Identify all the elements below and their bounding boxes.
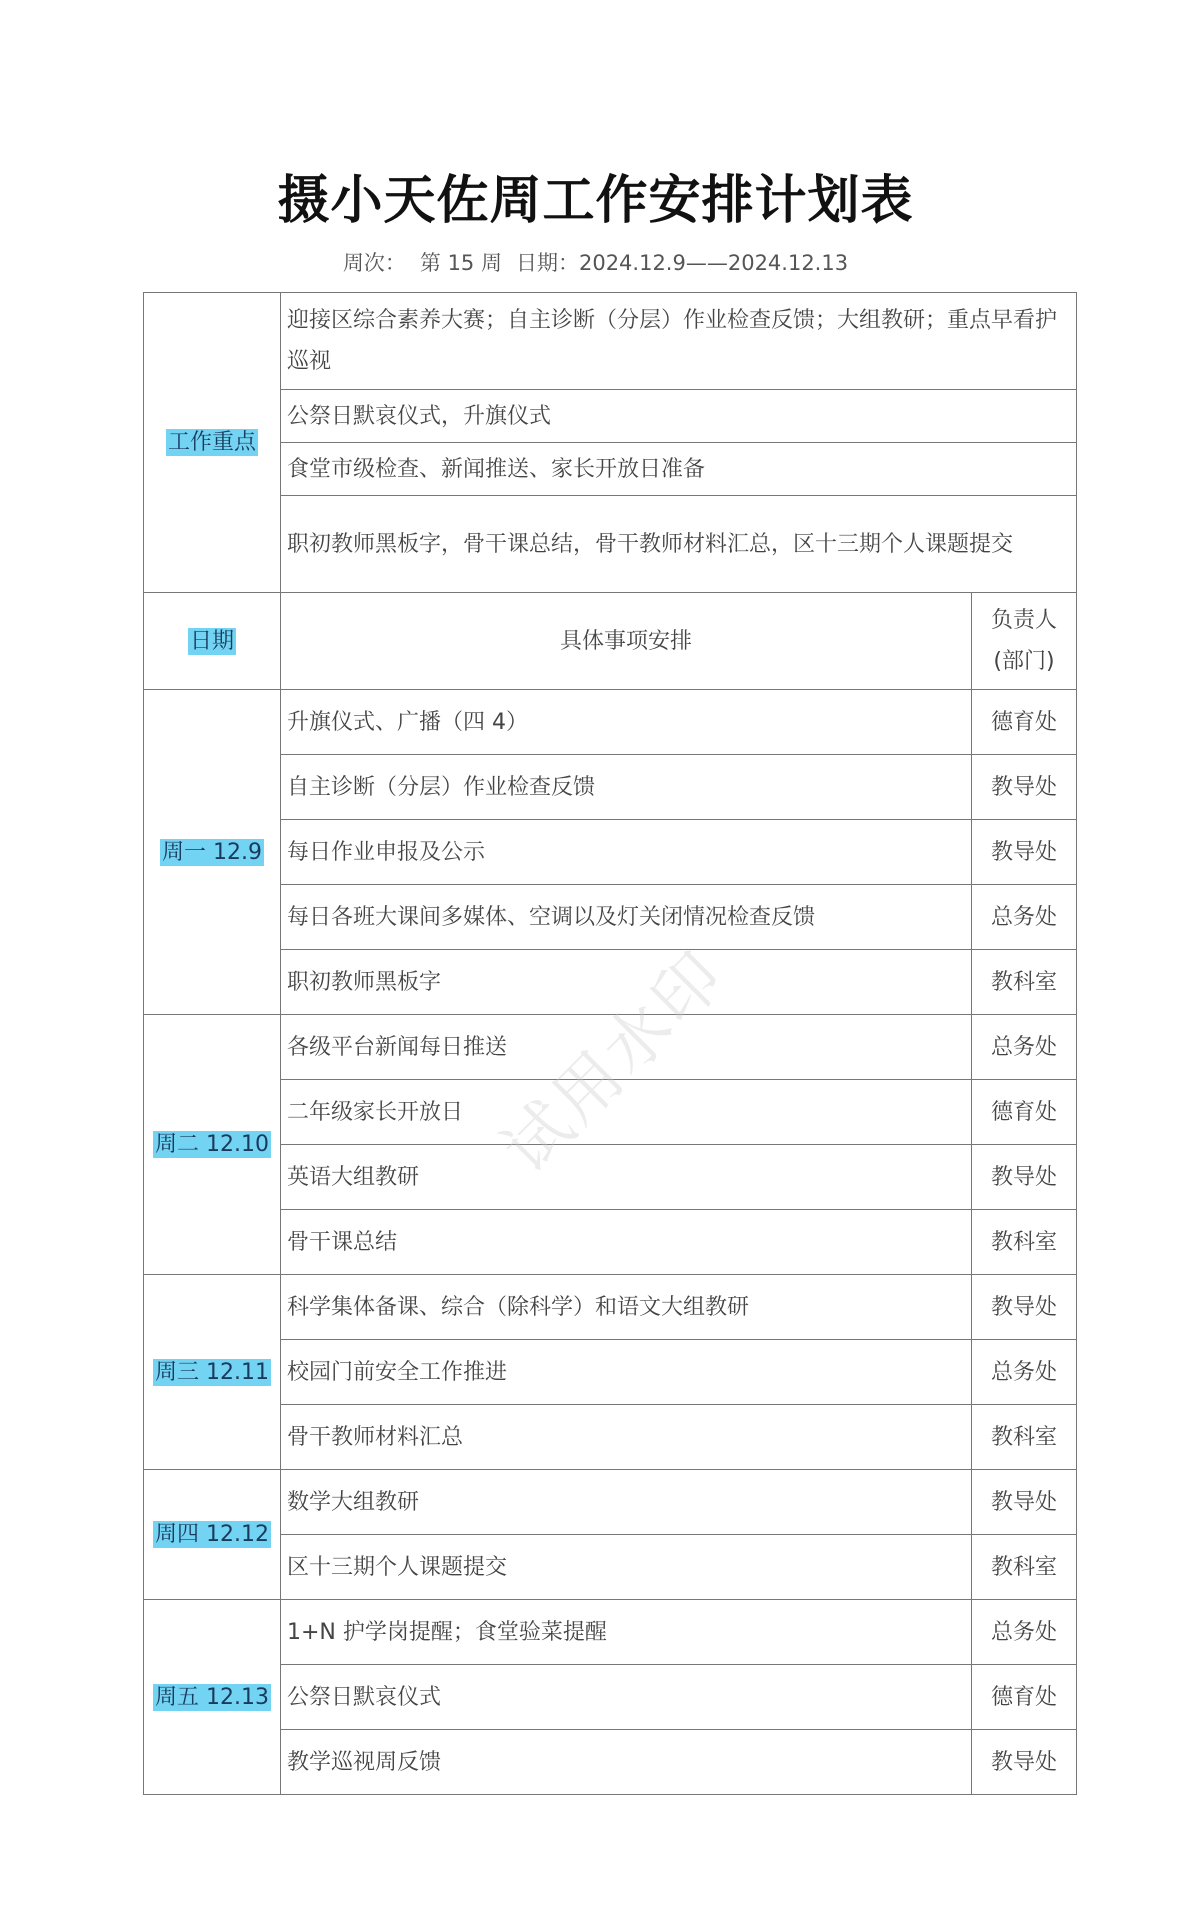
header-tasks: 具体事项安排 [281, 593, 972, 690]
task-cell: 校园门前安全工作推进 [281, 1340, 972, 1405]
day-label-cell [144, 690, 281, 1015]
table-row [144, 1145, 1077, 1210]
day-label-cell [144, 1470, 281, 1600]
table-row [144, 1600, 1077, 1665]
watermark: 试用水印 [488, 935, 741, 1188]
owner-cell: 教导处 [972, 755, 1077, 820]
task-cell: 自主诊断（分层）作业检查反馈 [281, 755, 972, 820]
task-cell: 数学大组教研 [281, 1470, 972, 1535]
task-cell: 每日各班大课间多媒体、空调以及灯关闭情况检查反馈 [281, 885, 972, 950]
header-date: 日期 [189, 628, 234, 654]
task-cell: 科学集体备课、综合（除科学）和语文大组教研 [281, 1275, 972, 1340]
table-row [144, 1275, 1077, 1340]
focus-row [144, 443, 1077, 496]
task-cell: 英语大组教研 [281, 1145, 972, 1210]
owner-cell: 教科室 [972, 1405, 1077, 1470]
day-label: 周一 12.9 [162, 839, 262, 865]
task-cell: 骨干教师材料汇总 [281, 1405, 972, 1470]
task-cell: 骨干课总结 [281, 1210, 972, 1275]
owner-cell: 总务处 [972, 1600, 1077, 1665]
task-cell: 区十三期个人课题提交 [281, 1535, 972, 1600]
schedule-table [143, 292, 1077, 1795]
focus-row [144, 390, 1077, 443]
table-row [144, 1730, 1077, 1795]
task-cell: 教学巡视周反馈 [281, 1730, 972, 1795]
week-value: 第 15 周 [419, 251, 502, 275]
owner-cell: 教科室 [972, 1210, 1077, 1275]
task-cell: 职初教师黑板字 [281, 950, 972, 1015]
owner-cell: 教导处 [972, 1730, 1077, 1795]
task-cell: 每日作业申报及公示 [281, 820, 972, 885]
task-cell: 升旗仪式、广播（四 4） [281, 690, 972, 755]
header-row [144, 593, 1077, 690]
table-row [144, 1405, 1077, 1470]
owner-cell: 德育处 [972, 1665, 1077, 1730]
week-label: 周次： [342, 251, 406, 275]
table-row [144, 1015, 1077, 1080]
day-label-cell [144, 1600, 281, 1795]
header-owner [972, 593, 1077, 690]
task-cell: 1+N 护学岗提醒；食堂验菜提醒 [281, 1600, 972, 1665]
day-label: 周三 12.11 [155, 1359, 269, 1385]
table-row [144, 1535, 1077, 1600]
day-label: 周二 12.10 [155, 1132, 269, 1157]
day-label-cell [144, 1015, 281, 1275]
table-row [144, 820, 1077, 885]
owner-cell: 总务处 [972, 885, 1077, 950]
day-label-cell [144, 1275, 281, 1470]
header-owner-line2: (部门) [993, 649, 1055, 674]
task-cell: 公祭日默哀仪式 [281, 1665, 972, 1730]
table-row [144, 1470, 1077, 1535]
focus-item: 职初教师黑板字，骨干课总结，骨干教师材料汇总，区十三期个人课题提交 [281, 496, 1077, 593]
day-label: 周四 12.12 [155, 1522, 269, 1547]
owner-cell: 教科室 [972, 950, 1077, 1015]
table-row [144, 755, 1077, 820]
owner-cell: 德育处 [972, 690, 1077, 755]
owner-cell: 总务处 [972, 1340, 1077, 1405]
date-label: 日期： [515, 251, 579, 275]
owner-cell: 教导处 [972, 1275, 1077, 1340]
page-title: 摄小天佐周工作安排计划表 [277, 171, 914, 231]
table-row [144, 1665, 1077, 1730]
focus-item: 公祭日默哀仪式，升旗仪式 [281, 390, 1077, 443]
task-cell: 二年级家长开放日 [281, 1080, 972, 1145]
header-owner-line1: 负责人 [991, 608, 1058, 633]
owner-cell: 教导处 [972, 1470, 1077, 1535]
table-row [144, 1340, 1077, 1405]
table-row [144, 1080, 1077, 1145]
owner-cell: 教导处 [972, 820, 1077, 885]
subtitle [0, 247, 1191, 277]
focus-label-cell [144, 293, 281, 593]
table-row [144, 950, 1077, 1015]
table-row [144, 885, 1077, 950]
task-cell: 各级平台新闻每日推送 [281, 1015, 972, 1080]
owner-cell: 德育处 [972, 1080, 1077, 1145]
focus-item: 迎接区综合素养大赛；自主诊断（分层）作业检查反馈；大组教研；重点早看护巡视 [281, 293, 1077, 390]
table-row [144, 690, 1077, 755]
table-row [144, 1210, 1077, 1275]
focus-item: 食堂市级检查、新闻推送、家长开放日准备 [281, 443, 1077, 496]
day-label: 周五 12.13 [155, 1684, 269, 1710]
date-value: 2024.12.9——2024.12.13 [578, 251, 849, 275]
owner-cell: 教导处 [972, 1145, 1077, 1210]
owner-cell: 总务处 [972, 1015, 1077, 1080]
header-date-cell [144, 593, 281, 690]
owner-cell: 教科室 [972, 1535, 1077, 1600]
focus-row [144, 496, 1077, 593]
focus-label: 工作重点 [167, 430, 256, 455]
focus-row [144, 293, 1077, 390]
